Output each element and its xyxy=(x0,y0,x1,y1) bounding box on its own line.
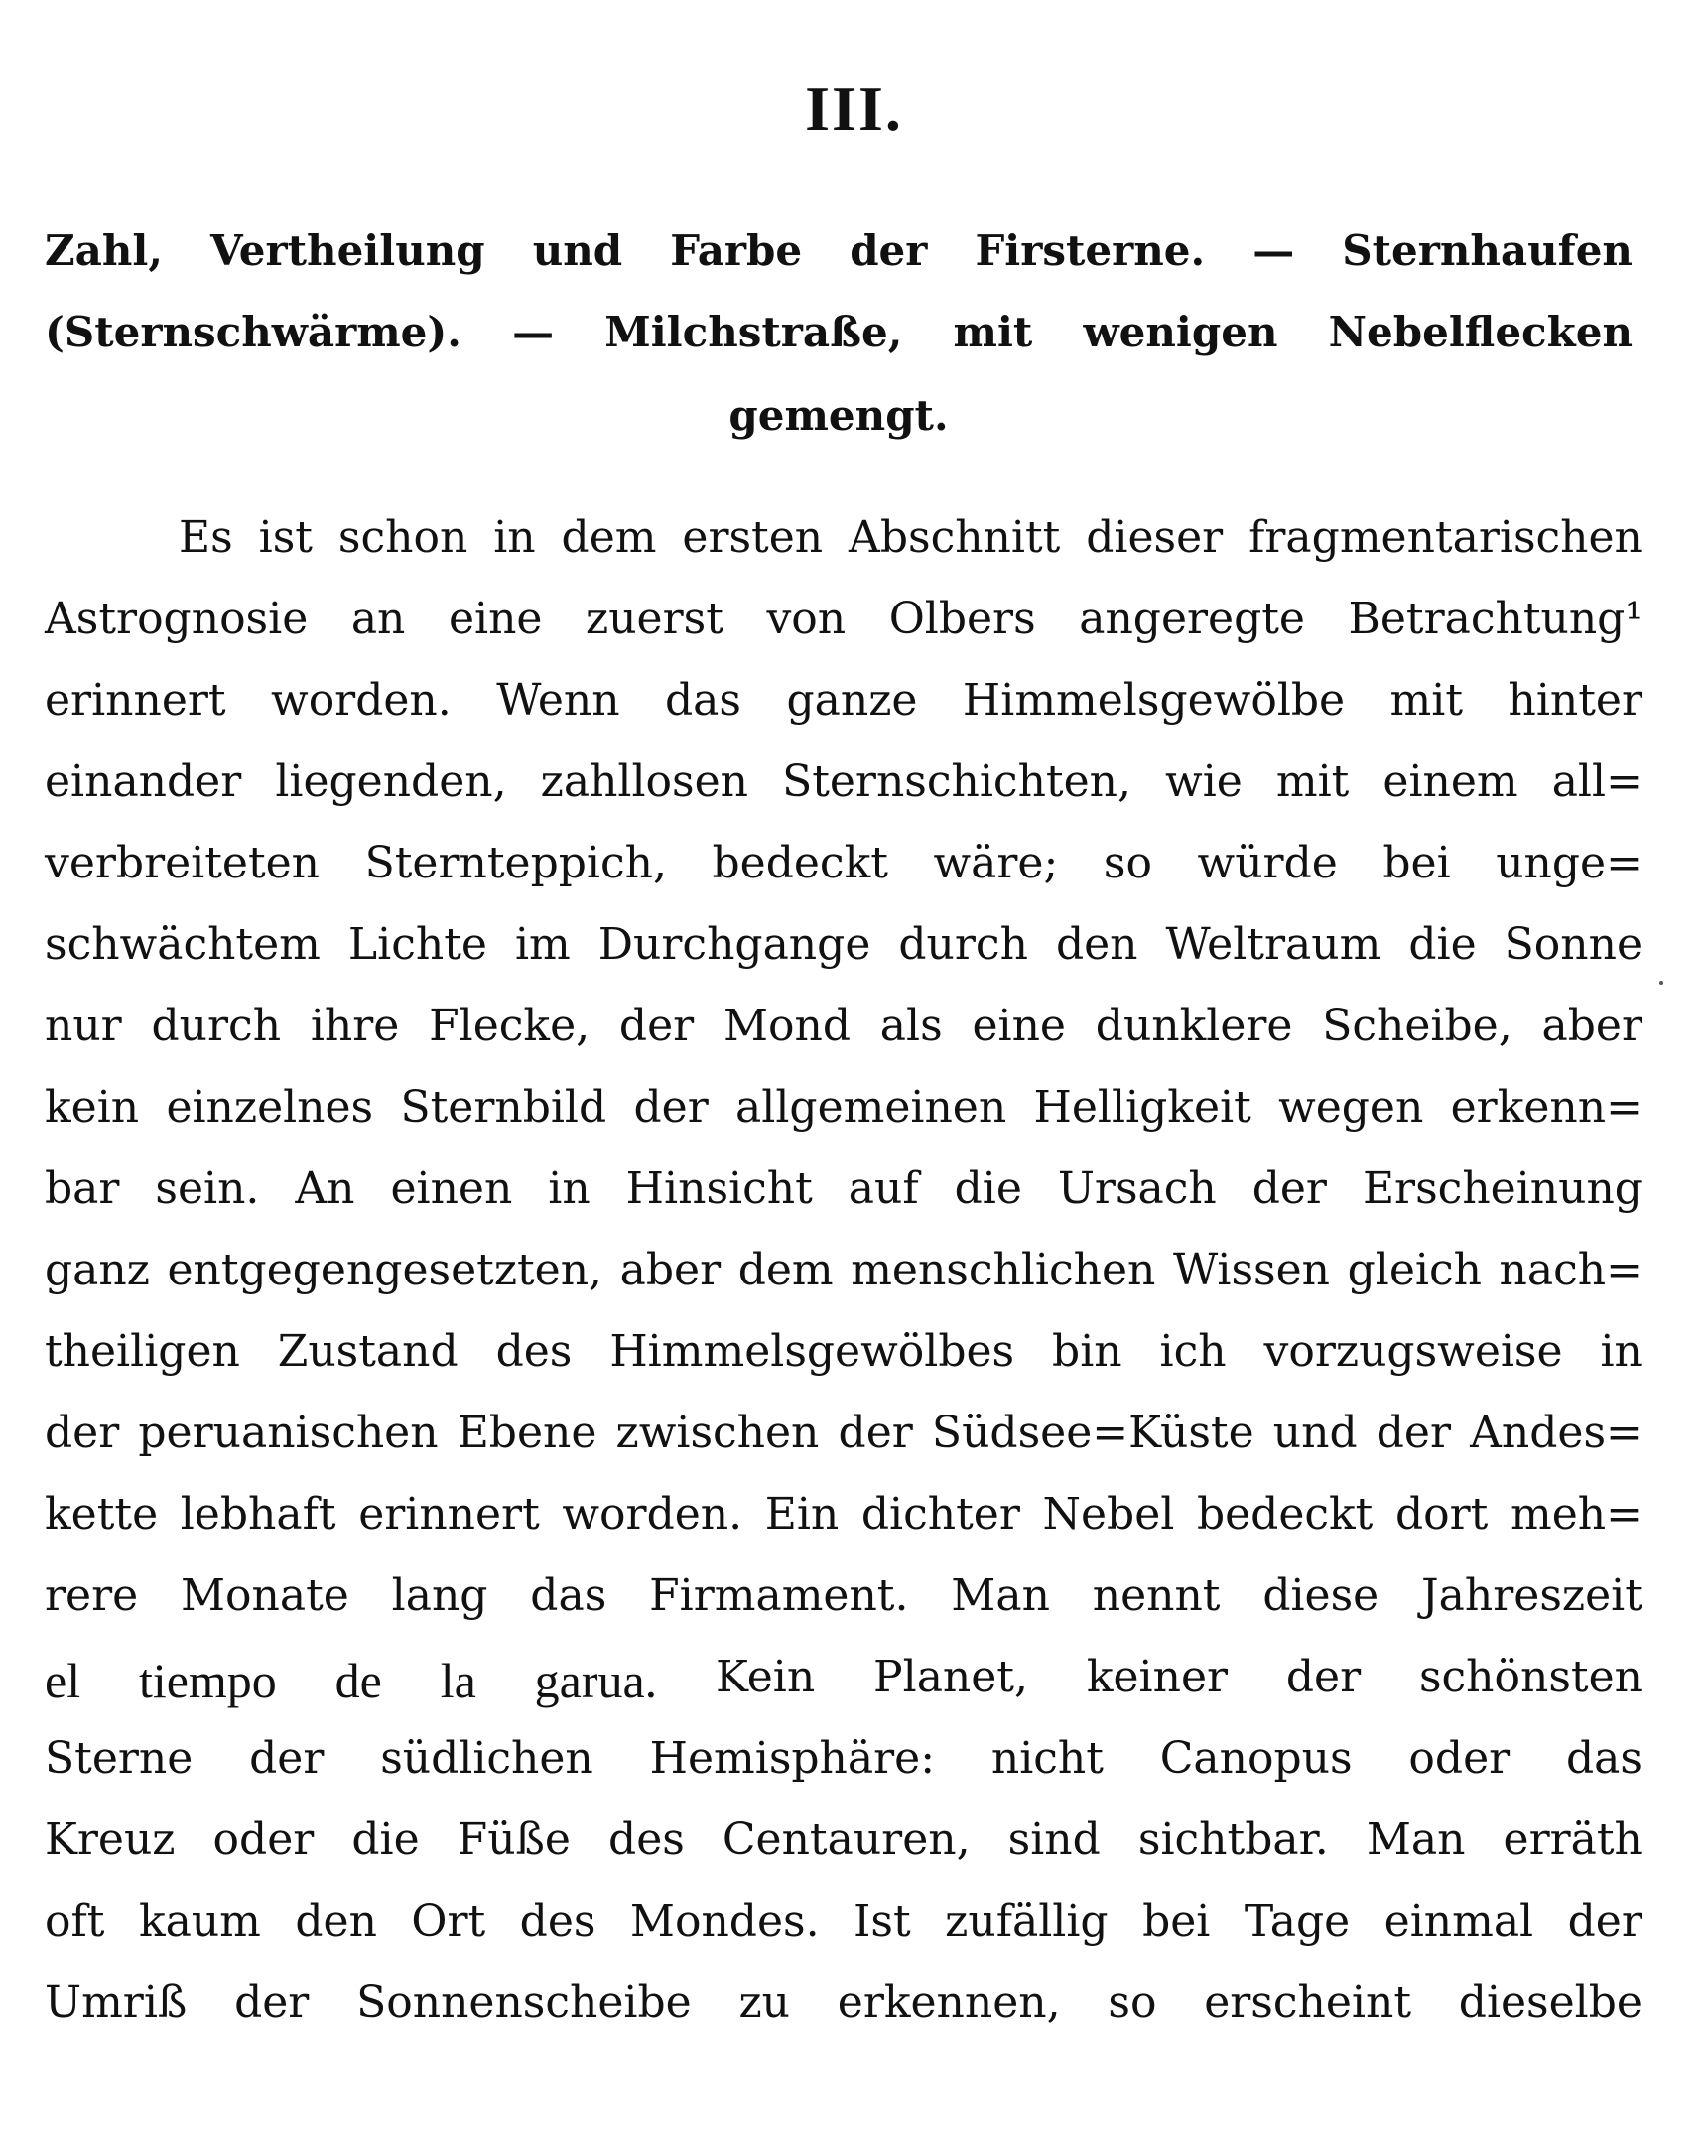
body-word: Kreuz xyxy=(45,1815,176,1865)
body-word: diese xyxy=(1262,1570,1380,1621)
heading-word: mit xyxy=(953,308,1033,356)
body-word: Ist xyxy=(854,1896,911,1947)
body-word: eine xyxy=(448,594,543,644)
body-word: dieser xyxy=(1086,512,1224,563)
body-word: dem xyxy=(561,512,657,563)
body-word: Erscheinung xyxy=(1362,1163,1642,1214)
body-word: sind xyxy=(1007,1815,1101,1865)
heading-word: wenigen xyxy=(1083,308,1278,356)
body-word: theiligen xyxy=(45,1326,240,1377)
body-word: zahllosen xyxy=(540,756,748,807)
heading-word: gemengt. xyxy=(728,391,949,440)
body-word: Weltraum xyxy=(1165,919,1381,970)
body-word: ganze xyxy=(786,675,918,726)
body-word: zufällig xyxy=(945,1896,1109,1947)
body-word: wie xyxy=(1165,756,1243,807)
body-word: der xyxy=(1376,1408,1452,1458)
chapter-number: III. xyxy=(805,73,903,144)
body-word: Mondes. xyxy=(629,1896,820,1947)
body-word: Olbers xyxy=(888,594,1036,644)
body-line xyxy=(45,1245,1642,1295)
body-word: Sonne xyxy=(1504,919,1642,970)
body-word: Hemisphäre: xyxy=(649,1733,936,1784)
body-word: oder xyxy=(1408,1733,1511,1784)
body-word: mit xyxy=(1275,756,1350,807)
body-word: bei xyxy=(1382,838,1451,888)
body-word: Ursach xyxy=(1057,1163,1217,1214)
body-word: zu xyxy=(738,1977,790,2028)
body-word: Canopus xyxy=(1159,1733,1353,1784)
body-word: vorzugsweise xyxy=(1263,1326,1563,1377)
heading-word: der xyxy=(850,226,928,275)
body-word: bar xyxy=(45,1163,120,1214)
body-word: Sternteppich, xyxy=(364,838,667,888)
body-word: fragmentarischen xyxy=(1248,512,1642,563)
body-word: Betrachtung¹ xyxy=(1348,594,1642,644)
body-word: Nebel xyxy=(1042,1489,1175,1540)
heading-word: Milchstraße, xyxy=(604,308,903,356)
heading-word: Zahl, xyxy=(45,226,163,275)
body-word: Scheibe, xyxy=(1322,1001,1512,1051)
body-word: Hinsicht xyxy=(625,1163,813,1214)
body-word: einmal xyxy=(1383,1896,1534,1947)
body-word: angeregte xyxy=(1079,594,1305,644)
body-word: das xyxy=(665,675,741,726)
body-word: Centauren, xyxy=(722,1815,971,1865)
body-word: als xyxy=(879,1001,943,1051)
body-word: rere xyxy=(45,1570,139,1621)
body-word: liegenden, xyxy=(275,756,507,807)
body-word: entgegengesetzten, xyxy=(167,1245,603,1295)
body-line xyxy=(45,1408,1642,1458)
body-word: oder xyxy=(212,1815,315,1865)
body-word: nicht xyxy=(990,1733,1104,1784)
print-speck xyxy=(1659,981,1663,985)
heading-word: (Sternschwärme). xyxy=(45,308,461,356)
body-word: einzelnes xyxy=(166,1082,374,1133)
body-word: der xyxy=(1285,1652,1362,1702)
body-word: Durchgange xyxy=(597,919,871,970)
body-word: de xyxy=(334,1653,382,1708)
body-word: peruanischen xyxy=(138,1408,439,1458)
body-word: ersten xyxy=(682,512,824,563)
heading-line xyxy=(45,391,1633,440)
body-word: kein xyxy=(45,1082,140,1133)
body-word: Umriß xyxy=(45,1977,188,2028)
body-word: erscheint xyxy=(1204,1977,1411,2028)
body-word: nennt xyxy=(1092,1570,1221,1621)
body-word: die xyxy=(351,1815,420,1865)
body-word: worden. xyxy=(271,675,452,726)
body-word: der xyxy=(234,1977,310,2028)
body-word: würde xyxy=(1197,838,1338,888)
body-word: der xyxy=(249,1733,325,1784)
body-word: sichtbar. xyxy=(1137,1815,1329,1865)
body-word: den xyxy=(1055,919,1138,970)
body-word: eine xyxy=(972,1001,1066,1051)
body-word: meh= xyxy=(1510,1489,1642,1540)
body-word: gleich xyxy=(1347,1245,1482,1295)
body-word: kette xyxy=(45,1489,159,1540)
body-word: Andes= xyxy=(1470,1408,1642,1458)
body-word: worden. xyxy=(562,1489,743,1540)
body-word: An xyxy=(295,1163,355,1214)
body-word: dort xyxy=(1394,1489,1489,1540)
body-word: Monate xyxy=(180,1570,349,1621)
body-word: la xyxy=(440,1653,476,1708)
body-word: durch xyxy=(898,919,1028,970)
body-word: Wenn xyxy=(496,675,620,726)
body-word: erkennen, xyxy=(837,1977,1061,2028)
body-word: mit xyxy=(1389,675,1464,726)
body-line xyxy=(45,1082,1642,1133)
body-word: sein. xyxy=(155,1163,260,1214)
body-word: aber xyxy=(1541,1001,1642,1051)
body-word: Planet, xyxy=(873,1652,1028,1702)
body-word: durch xyxy=(151,1001,282,1051)
body-word: an xyxy=(350,594,406,644)
body-word: oft xyxy=(45,1896,105,1947)
body-word: im xyxy=(514,919,571,970)
body-word: lebhaft xyxy=(180,1489,336,1540)
body-word: dichter xyxy=(860,1489,1020,1540)
body-word: Südsee=Küste xyxy=(931,1408,1254,1458)
heading-word: Firsterne. xyxy=(975,226,1206,275)
body-line xyxy=(45,919,1642,970)
body-word: der xyxy=(1567,1896,1642,1947)
body-word: el xyxy=(45,1653,81,1708)
body-line xyxy=(45,1733,1642,1784)
body-word: tiempo xyxy=(138,1653,277,1708)
body-word: wegen xyxy=(1278,1082,1424,1133)
body-word: kaum xyxy=(138,1896,261,1947)
body-word: auf xyxy=(848,1163,919,1214)
body-word: Füße xyxy=(457,1815,571,1865)
body-word: Astrognosie xyxy=(45,594,309,644)
body-word: die xyxy=(954,1163,1022,1214)
body-word: Mond xyxy=(723,1001,851,1051)
body-word: bedeckt xyxy=(712,838,888,888)
body-word: wäre; xyxy=(933,838,1059,888)
body-word: Helligkeit xyxy=(1033,1082,1251,1133)
body-word: ich xyxy=(1159,1326,1227,1377)
body-word: ist xyxy=(258,512,313,563)
body-word: Lichte xyxy=(347,919,487,970)
body-word: so xyxy=(1103,838,1152,888)
body-word: Kein xyxy=(716,1652,816,1702)
body-word: des xyxy=(608,1815,685,1865)
body-line xyxy=(45,1163,1642,1214)
body-word: Wissen xyxy=(1172,1245,1331,1295)
body-word: der xyxy=(1251,1163,1327,1214)
body-word: nach= xyxy=(1499,1245,1642,1295)
body-word: zwischen xyxy=(615,1408,820,1458)
body-line xyxy=(45,1815,1642,1865)
body-word: Es xyxy=(179,512,233,563)
body-word: Zustand xyxy=(277,1326,459,1377)
body-word: erräth xyxy=(1503,1815,1642,1865)
body-word: erinnert xyxy=(45,675,226,726)
body-line xyxy=(45,594,1642,644)
body-line xyxy=(45,1326,1642,1377)
heading-word: und xyxy=(532,226,623,275)
body-word: einen xyxy=(390,1163,513,1214)
body-word: so xyxy=(1108,1977,1157,2028)
body-line xyxy=(45,1489,1642,1540)
body-word: Sternbild xyxy=(400,1082,607,1133)
body-word: ihre xyxy=(310,1001,400,1051)
body-word: einander xyxy=(45,756,242,807)
heading-word: — xyxy=(512,308,555,356)
body-word: und xyxy=(1272,1408,1358,1458)
body-word: schönsten xyxy=(1418,1652,1642,1702)
body-word: der xyxy=(633,1082,709,1133)
heading-word: Vertheilung xyxy=(210,226,485,275)
body-word: Flecke, xyxy=(429,1001,591,1051)
body-word: Firmament. xyxy=(649,1570,909,1621)
body-word: unge= xyxy=(1496,838,1642,888)
body-word: nur xyxy=(45,1001,122,1051)
body-word: erkenn= xyxy=(1450,1082,1642,1133)
body-line xyxy=(45,838,1642,888)
body-word: die xyxy=(1408,919,1477,970)
body-word: des xyxy=(519,1896,596,1947)
body-word: zuerst xyxy=(586,594,723,644)
body-word: des xyxy=(495,1326,573,1377)
body-word: dem xyxy=(737,1245,834,1295)
body-line xyxy=(45,756,1642,807)
heading-word: Farbe xyxy=(670,226,803,275)
body-word: hinter xyxy=(1508,675,1642,726)
body-word: all= xyxy=(1551,756,1642,807)
body-word: Ebene xyxy=(457,1408,597,1458)
body-word: erinnert xyxy=(358,1489,540,1540)
body-line xyxy=(45,1652,1642,1708)
body-word: südlichen xyxy=(380,1733,593,1784)
body-word: der xyxy=(838,1408,913,1458)
body-word: den xyxy=(295,1896,377,1947)
body-line xyxy=(45,1570,1642,1621)
body-line xyxy=(45,1001,1642,1051)
heading-word: Nebelflecken xyxy=(1328,308,1633,356)
body-word: garua. xyxy=(534,1653,658,1708)
body-word: Abschnitt xyxy=(849,512,1061,563)
body-line xyxy=(45,1977,1642,2028)
body-word: bin xyxy=(1052,1326,1122,1377)
body-word: menschlichen xyxy=(851,1245,1156,1295)
body-word: lang xyxy=(391,1570,488,1621)
body-word: in xyxy=(493,512,536,563)
body-word: das xyxy=(1565,1733,1642,1784)
body-word: der xyxy=(45,1408,120,1458)
body-word: in xyxy=(1600,1326,1642,1377)
body-word: Sonnenscheibe xyxy=(356,1977,692,2028)
body-word: in xyxy=(548,1163,591,1214)
body-word: Sternschichten, xyxy=(782,756,1131,807)
body-word: bei xyxy=(1142,1896,1211,1947)
body-word: schon xyxy=(337,512,468,563)
body-word: Ort xyxy=(411,1896,486,1947)
body-word: Man xyxy=(951,1570,1050,1621)
body-word: einem xyxy=(1382,756,1518,807)
body-word: Sterne xyxy=(45,1733,194,1784)
body-word: bedeckt xyxy=(1196,1489,1374,1540)
body-word: verbreiteten xyxy=(45,838,321,888)
body-word: schwächtem xyxy=(45,919,321,970)
body-word: keiner xyxy=(1086,1652,1229,1702)
body-word: Tage xyxy=(1244,1896,1351,1947)
body-word: der xyxy=(618,1001,695,1051)
body-line xyxy=(45,1896,1642,1947)
body-word: von xyxy=(766,594,847,644)
body-line xyxy=(45,675,1642,726)
body-word: dunklere xyxy=(1095,1001,1293,1051)
body-word: das xyxy=(530,1570,607,1621)
body-word: Himmelsgewölbe xyxy=(962,675,1346,726)
heading-word: Sternhaufen xyxy=(1342,226,1633,275)
body-word: Man xyxy=(1366,1815,1466,1865)
body-word: allgemeinen xyxy=(735,1082,1007,1133)
body-word: Himmelsgewölbes xyxy=(609,1326,1015,1377)
body-word: Jahreszeit xyxy=(1421,1570,1642,1621)
body-word: Ein xyxy=(764,1489,840,1540)
body-word: ganz xyxy=(45,1245,150,1295)
heading-word: — xyxy=(1252,226,1295,275)
body-word: dieselbe xyxy=(1458,1977,1642,2028)
body-line xyxy=(179,512,1642,563)
heading-line xyxy=(45,226,1633,275)
heading-line xyxy=(45,308,1633,356)
body-word: aber xyxy=(619,1245,722,1295)
